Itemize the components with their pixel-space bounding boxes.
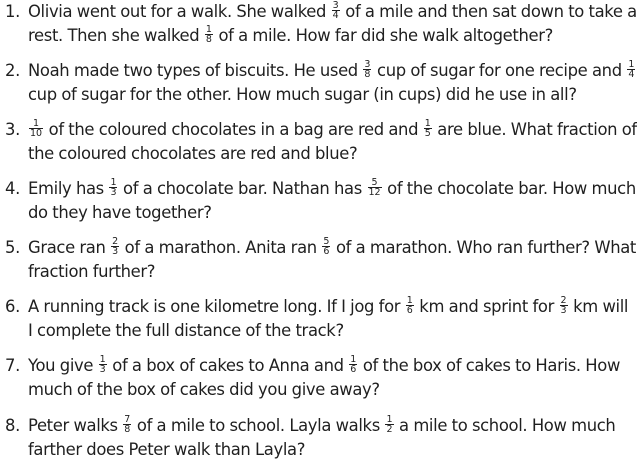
question-text: farther does Peter walk than Layla?	[28, 440, 306, 459]
fraction	[322, 237, 330, 256]
fraction	[29, 119, 43, 138]
question-text: of a chocolate bar. Nathan has	[118, 179, 367, 198]
question-text: of the box of cakes to Haris. How	[358, 356, 621, 375]
question-text-line-2	[28, 24, 553, 48]
fraction-denominator: 8	[124, 424, 131, 435]
fraction-denominator: 8	[364, 69, 371, 80]
question-number: 4.	[5, 179, 20, 198]
question-text: cup of sugar for one recipe and	[372, 61, 627, 80]
fraction	[205, 25, 213, 44]
question-number: 2.	[5, 61, 20, 80]
question-text: of a marathon. Anita ran	[120, 238, 322, 257]
fraction-denominator: 12	[368, 187, 381, 198]
fraction-numerator: 1	[29, 119, 43, 129]
question-text: You give	[28, 356, 98, 375]
fraction-numerator: 1	[110, 177, 117, 188]
question-text-line-1	[28, 295, 628, 319]
fraction-numerator: 1	[386, 414, 393, 425]
question-text: much of the box of cakes did you give away?	[28, 380, 380, 399]
fraction	[363, 60, 371, 79]
question-text-line-2	[28, 260, 155, 284]
question-text: Peter walks	[28, 416, 123, 435]
fraction-numerator: 1	[99, 354, 106, 365]
fraction	[424, 119, 432, 138]
fraction-numerator: 7	[124, 414, 131, 425]
fraction-numerator: 1	[406, 295, 413, 306]
question-text-line-1	[28, 354, 620, 378]
fraction-denominator: 6	[323, 246, 330, 257]
fraction	[385, 415, 393, 434]
question-text: Grace ran	[28, 238, 111, 257]
question-text-line-1	[28, 177, 636, 201]
fraction	[627, 60, 635, 79]
question-text: of the coloured chocolates in a bag are red and	[44, 120, 423, 139]
fraction	[111, 237, 119, 256]
fraction-denominator: 8	[205, 34, 212, 45]
question-text: Olivia went out for a walk. She walked	[28, 2, 331, 21]
question-number: 5.	[5, 238, 20, 257]
question-text: km will	[568, 297, 629, 316]
question-text: cup of sugar for the other. How much sugar (in cups) did he use in all?	[28, 85, 577, 104]
question-text: A running track is one kilometre long. If I jog for	[28, 297, 405, 316]
question-text-line-2	[28, 378, 380, 402]
question-text: of a mile to school. Layla walks	[132, 416, 385, 435]
question-number: 1.	[5, 2, 20, 21]
question-text: of a marathon. Who ran further? What	[331, 238, 636, 257]
fraction-denominator: 4	[628, 69, 635, 80]
question-text: of a mile. How far did she walk altogether?	[213, 26, 553, 45]
fraction-numerator: 2	[112, 236, 119, 247]
question-number: 3.	[5, 120, 20, 139]
fraction-denominator: 6	[406, 305, 413, 316]
question-number: 8.	[5, 416, 20, 435]
question-text-line-2	[28, 142, 357, 166]
fraction	[332, 1, 340, 20]
fraction-denominator: 2	[386, 424, 393, 435]
question-text: are blue. What fraction of	[432, 120, 637, 139]
question-number: 6.	[5, 297, 20, 316]
fraction-numerator: 1	[205, 24, 212, 35]
question-text: of a box of cakes to Anna and	[107, 356, 349, 375]
fraction-numerator: 3	[332, 0, 339, 11]
question-text: fraction further?	[28, 262, 156, 281]
question-text-line-1	[28, 59, 636, 83]
fraction	[349, 355, 357, 374]
question-text: do they have together?	[28, 203, 212, 222]
question-text: Noah made two types of biscuits. He used	[28, 61, 363, 80]
fraction-denominator: 3	[112, 246, 119, 257]
fraction-denominator: 10	[30, 128, 43, 139]
question-text: I complete the full distance of the track?	[28, 321, 344, 340]
fraction-denominator: 3	[560, 305, 567, 316]
fraction	[560, 296, 568, 315]
question-text-line-1	[28, 414, 615, 438]
question-text-line-2	[28, 438, 305, 462]
question-text-line-2	[28, 319, 344, 343]
fraction	[109, 178, 117, 197]
fraction-numerator: 1	[628, 59, 635, 70]
fraction-denominator: 4	[332, 10, 339, 21]
fraction	[368, 178, 382, 197]
fraction-numerator: 1	[350, 354, 357, 365]
question-text: of the chocolate bar. How much	[382, 179, 636, 198]
question-text: km and sprint for	[414, 297, 559, 316]
fraction	[406, 296, 414, 315]
fraction-denominator: 3	[99, 364, 106, 375]
fraction-numerator: 1	[424, 118, 431, 129]
question-number: 7.	[5, 356, 20, 375]
fraction-denominator: 3	[110, 187, 117, 198]
question-text-line-1	[28, 118, 637, 142]
question-text: a mile to school. How much	[394, 416, 616, 435]
question-text: the coloured chocolates are red and blue?	[28, 144, 358, 163]
fraction-numerator: 5	[323, 236, 330, 247]
fraction-denominator: 5	[424, 128, 431, 139]
question-text-line-1	[28, 236, 636, 260]
question-text-line-1	[28, 0, 637, 24]
question-text: Emily has	[28, 179, 109, 198]
fraction-numerator: 2	[560, 295, 567, 306]
fraction-numerator: 3	[364, 59, 371, 70]
question-text: rest. Then she walked	[28, 26, 204, 45]
question-text-line-2	[28, 83, 577, 107]
question-text-line-2	[28, 201, 212, 225]
question-text: of a mile and then sat down to take a	[340, 2, 637, 21]
fraction-numerator: 5	[368, 178, 382, 188]
fraction-denominator: 6	[350, 364, 357, 375]
fraction	[123, 415, 131, 434]
fraction	[99, 355, 107, 374]
